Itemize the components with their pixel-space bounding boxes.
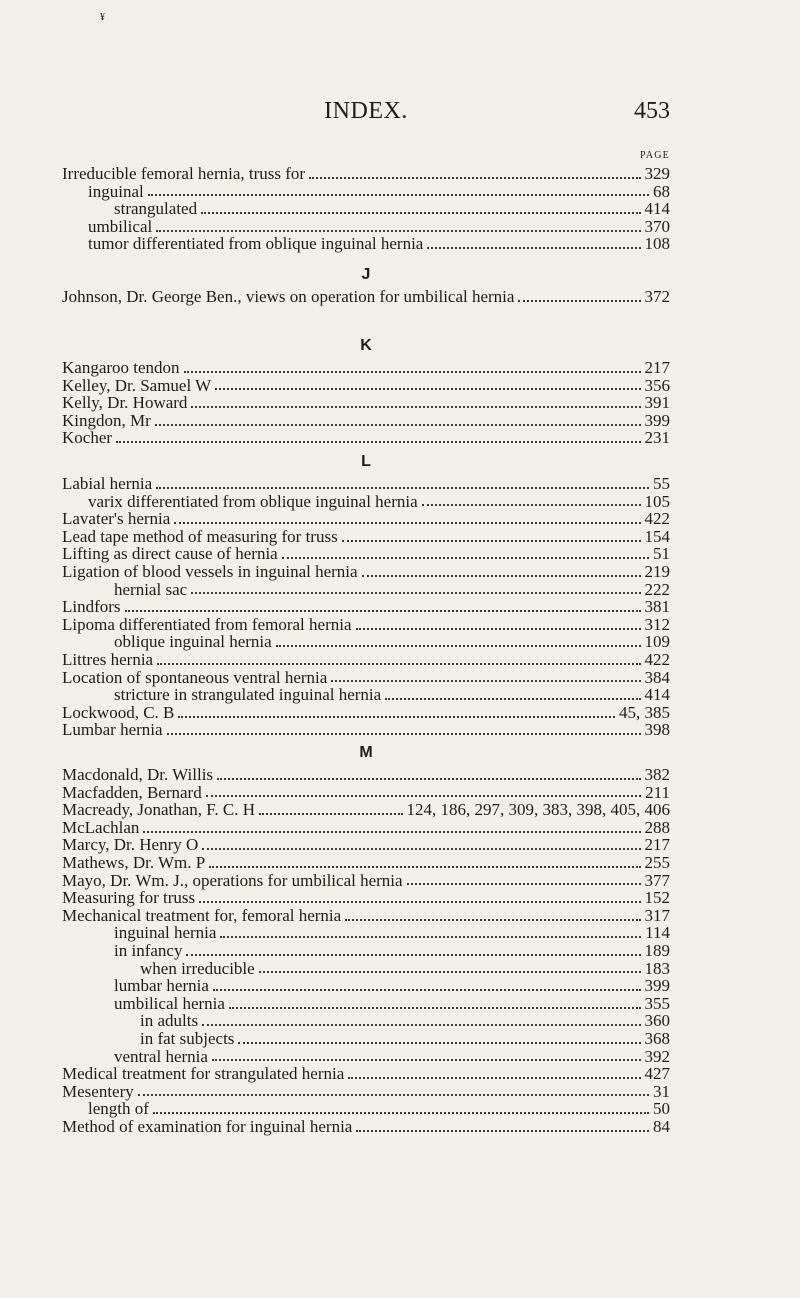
leader-dots	[259, 971, 641, 973]
entry-page: 422	[644, 509, 670, 529]
entry-text: stricture in strangulated inguinal hernia	[114, 685, 382, 705]
entry-page: 356	[644, 375, 670, 395]
index-entry	[62, 218, 670, 236]
index-entry	[62, 977, 670, 995]
leader-dots	[362, 575, 641, 577]
entry-text: when irreducible	[140, 958, 255, 978]
entry-text: strangulated	[114, 199, 198, 219]
entry-text: hernial sac	[114, 579, 188, 599]
entry-text: Measuring for truss	[62, 888, 196, 908]
leader-dots	[229, 1007, 641, 1009]
entry-page: 370	[644, 216, 670, 236]
leader-dots	[202, 1024, 640, 1026]
leader-dots	[282, 557, 649, 559]
entry-text: Mayo, Dr. Wm. J., operations for umbilical hernia	[62, 870, 403, 890]
leader-dots	[174, 522, 640, 524]
entry-page: 317	[644, 905, 670, 925]
leader-dots	[342, 540, 641, 542]
entry-page: 219	[644, 561, 670, 581]
index-entry	[62, 924, 670, 942]
index-entry	[62, 995, 670, 1013]
index-entry	[62, 686, 670, 704]
index-entry	[62, 766, 670, 784]
entry-text: Lumbar hernia	[62, 720, 163, 740]
entry-text: in infancy	[114, 940, 183, 960]
entry-text: Lockwood, C. B	[62, 702, 175, 722]
leader-dots	[148, 194, 649, 196]
index-entry	[62, 183, 670, 201]
entry-text: Lead tape method of measuring for truss	[62, 526, 338, 546]
leader-dots	[209, 866, 640, 868]
entry-page: 51	[653, 544, 670, 564]
leader-dots	[184, 371, 641, 373]
index-entry	[62, 1012, 670, 1030]
entry-page: 222	[644, 579, 670, 599]
entry-page: 422	[644, 649, 670, 669]
entry-page: 381	[644, 597, 670, 617]
leader-dots	[138, 1094, 649, 1096]
index-entry	[62, 1083, 670, 1101]
leader-dots	[191, 592, 640, 594]
index-entry	[62, 359, 670, 377]
leader-dots	[407, 883, 641, 885]
index-entry	[62, 429, 670, 447]
leader-dots	[259, 813, 403, 815]
entry-text: McLachlan	[62, 817, 140, 837]
entry-text: Mechanical treatment for, femoral hernia	[62, 905, 342, 925]
section-letter: K	[360, 337, 372, 354]
entry-page: 217	[644, 835, 670, 855]
index-section	[62, 740, 670, 1135]
leader-dots	[178, 716, 615, 718]
leader-dots	[356, 1130, 649, 1132]
index-entry	[62, 633, 670, 651]
entry-page: 154	[644, 526, 670, 546]
index-entry	[62, 907, 670, 925]
entry-text: Mathews, Dr. Wm. P	[62, 852, 206, 872]
entry-text: Macfadden, Bernard	[62, 782, 202, 802]
index-entry	[62, 598, 670, 616]
entry-text: Macready, Jonathan, F. C. H	[62, 800, 255, 820]
leader-dots	[348, 1077, 640, 1079]
index-entry	[62, 669, 670, 687]
index-entry	[62, 960, 670, 978]
index-entry	[62, 394, 670, 412]
entry-page: 217	[644, 358, 670, 377]
leader-dots	[155, 424, 641, 426]
entry-text: in fat subjects	[140, 1028, 235, 1048]
index-entry	[62, 721, 670, 739]
entry-text: Method of examination for inguinal hernia	[62, 1116, 353, 1136]
leader-dots	[153, 1112, 649, 1114]
section-letter: J	[361, 266, 371, 283]
entry-page: 384	[644, 667, 670, 687]
entry-page: 108	[644, 234, 670, 254]
index-entry	[62, 1030, 670, 1048]
entry-page: 231	[644, 428, 670, 448]
entry-text: oblique inguinal hernia	[114, 632, 272, 652]
entry-text: Labial hernia	[62, 474, 153, 493]
leader-dots	[238, 1042, 640, 1044]
entry-page: 288	[644, 817, 670, 837]
entry-text: inguinal	[88, 181, 144, 201]
entry-text: Kelley, Dr. Samuel W	[62, 375, 212, 395]
entry-page: 255	[644, 852, 670, 872]
entry-page: 329	[644, 164, 670, 183]
entry-page: 68	[653, 181, 670, 201]
index-entry	[62, 1048, 670, 1066]
page-title: INDEX.	[324, 98, 408, 124]
leader-dots	[125, 610, 641, 612]
entry-page: 355	[644, 993, 670, 1013]
leader-dots	[191, 406, 640, 408]
index-entry	[62, 165, 670, 183]
leader-dots	[156, 230, 640, 232]
index-entry	[62, 288, 670, 306]
entry-text: Irreducible femoral hernia, truss for	[62, 164, 306, 183]
index-entry	[62, 563, 670, 581]
index-entry	[62, 412, 670, 430]
index-entry	[62, 493, 670, 511]
index-entry	[62, 854, 670, 872]
leader-dots	[201, 212, 640, 214]
entry-text: Kelly, Dr. Howard	[62, 393, 188, 413]
index-section	[62, 165, 670, 253]
entry-text: umbilical hernia	[114, 993, 225, 1013]
entry-page: 399	[644, 410, 670, 430]
leader-dots	[215, 388, 640, 390]
entry-page: 55	[653, 474, 670, 493]
entry-text: length of	[88, 1099, 149, 1119]
index-section	[62, 262, 670, 306]
entry-text: in adults	[140, 1011, 199, 1031]
entry-text: Johnson, Dr. George Ben., views on operation for umbilical hernia	[62, 287, 515, 306]
entry-page: 414	[644, 685, 670, 705]
entry-page: 183	[644, 958, 670, 978]
entry-page: 382	[644, 765, 670, 784]
leader-dots	[143, 831, 640, 833]
leader-dots	[427, 247, 640, 249]
index-section	[62, 333, 670, 447]
index-entry	[62, 801, 670, 819]
index-entry	[62, 545, 670, 563]
index-entry	[62, 889, 670, 907]
index-entry	[62, 651, 670, 669]
index-entry	[62, 377, 670, 395]
entry-page: 189	[644, 940, 670, 960]
entry-text: Littres hernia	[62, 649, 154, 669]
entry-page: 368	[644, 1028, 670, 1048]
index-section	[62, 449, 670, 739]
index-entry	[62, 235, 670, 253]
index-entry	[62, 616, 670, 634]
entry-page: 427	[644, 1064, 670, 1084]
index-entry	[62, 581, 670, 599]
leader-dots	[156, 487, 649, 489]
entry-text: Lifting as direct cause of hernia	[62, 544, 278, 564]
index-entry	[62, 1100, 670, 1118]
index-entry	[62, 510, 670, 528]
leader-dots	[309, 177, 640, 179]
index-entry	[62, 1065, 670, 1083]
leader-dots	[167, 733, 641, 735]
entry-text: Lavater's hernia	[62, 509, 171, 529]
entry-text: Kingdon, Mr	[62, 410, 151, 430]
index-entry	[62, 836, 670, 854]
page-header	[62, 98, 670, 128]
entry-page: 414	[644, 199, 670, 219]
entry-text: Kocher	[62, 428, 113, 448]
entry-page: 392	[644, 1046, 670, 1066]
entry-page: 31	[653, 1081, 670, 1101]
leader-dots	[202, 848, 640, 850]
page-column-label: PAGE	[640, 150, 670, 161]
entry-page: 360	[644, 1011, 670, 1031]
entry-page: 152	[644, 888, 670, 908]
entry-page: 377	[644, 870, 670, 890]
corner-mark: ¥	[100, 12, 105, 23]
index-entry	[62, 784, 670, 802]
leader-dots	[116, 441, 640, 443]
entry-page: 84	[653, 1116, 670, 1136]
entry-text: lumbar hernia	[114, 976, 209, 996]
index-entry	[62, 872, 670, 890]
entry-page: 45, 385	[619, 702, 670, 722]
entry-text: Marcy, Dr. Henry O	[62, 835, 199, 855]
entry-page: 124, 186, 297, 309, 383, 398, 405, 406	[406, 800, 670, 820]
leader-dots	[356, 628, 641, 630]
leader-dots	[157, 663, 640, 665]
leader-dots	[385, 698, 640, 700]
entry-text: ventral hernia	[114, 1046, 208, 1066]
entry-page: 399	[644, 976, 670, 996]
entry-page: 105	[644, 491, 670, 511]
leader-dots	[186, 954, 640, 956]
index-entry	[62, 704, 670, 722]
leader-dots	[217, 778, 640, 780]
leader-dots	[422, 504, 641, 506]
index-entry	[62, 528, 670, 546]
entry-text: Ligation of blood vessels in inguinal hernia	[62, 561, 358, 581]
leader-dots	[199, 901, 640, 903]
entry-text: varix differentiated from oblique inguinal hernia	[88, 491, 418, 511]
entry-text: Location of spontaneous ventral hernia	[62, 667, 328, 687]
leader-dots	[518, 300, 640, 302]
entry-page: 114	[645, 923, 670, 943]
entry-text: Lipoma differentiated from femoral hernia	[62, 614, 352, 634]
entry-text: Medical treatment for strangulated hernia	[62, 1064, 345, 1084]
leader-dots	[213, 989, 641, 991]
entry-page: 211	[645, 782, 670, 802]
entry-text: umbilical	[88, 216, 153, 236]
entry-page: 391	[644, 393, 670, 413]
entry-text: Kangaroo tendon	[62, 358, 180, 377]
section-letter: M	[359, 744, 373, 761]
section-letter: L	[361, 453, 371, 470]
leader-dots	[345, 919, 640, 921]
entry-page: 372	[644, 287, 670, 306]
entry-page: 398	[644, 720, 670, 740]
page-number: 453	[634, 98, 670, 124]
index-entry	[62, 1118, 670, 1136]
leader-dots	[206, 795, 641, 797]
entry-page: 109	[644, 632, 670, 652]
index-entry	[62, 200, 670, 218]
index-entry	[62, 819, 670, 837]
leader-dots	[331, 680, 640, 682]
entry-page: 50	[653, 1099, 670, 1119]
index-entry	[62, 942, 670, 960]
entry-page: 312	[644, 614, 670, 634]
entry-text: inguinal hernia	[114, 923, 217, 943]
index-entry	[62, 475, 670, 493]
leader-dots	[212, 1059, 641, 1061]
entry-text: Mesentery	[62, 1081, 134, 1101]
entry-text: Macdonald, Dr. Willis	[62, 765, 214, 784]
leader-dots	[220, 936, 641, 938]
entry-text: Lindfors	[62, 597, 121, 617]
entry-text: tumor differentiated from oblique inguinal hernia	[88, 234, 424, 254]
leader-dots	[276, 645, 641, 647]
